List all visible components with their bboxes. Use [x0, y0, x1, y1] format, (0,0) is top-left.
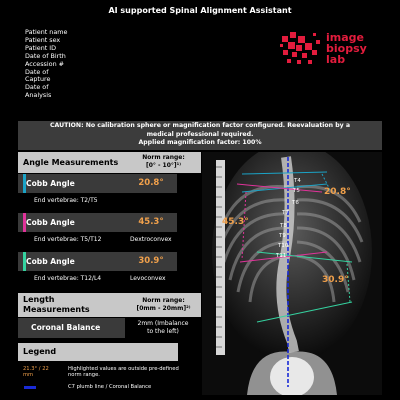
vertebra-label-t6: T6	[292, 200, 299, 206]
date-of-analysis-label-1: Date of	[25, 83, 49, 92]
measurement-ruler	[216, 160, 225, 355]
legend-highlight-swatch: 21.3° / 22 mm	[23, 366, 49, 379]
logo-pixel-icon	[280, 30, 324, 70]
xray-angle-label-3: 30.9°	[322, 275, 349, 285]
date-of-capture-label-1: Date of	[25, 67, 49, 76]
patient-id-label: Patient ID	[25, 43, 57, 52]
cobb-angle-label: Cobb Angle	[26, 257, 75, 266]
patient-sex-label: Patient sex	[25, 35, 61, 44]
end-vertebrae-text: End vertebrae: T5/T12	[34, 236, 102, 243]
angle-norm-label: Norm range:	[142, 154, 185, 161]
legend-title: Legend	[23, 347, 57, 356]
xray-angle-label-2: 45.3°	[222, 217, 249, 227]
convexity-text: Levoconvex	[130, 275, 166, 282]
logo-text-line1: image	[326, 31, 364, 44]
page-title: AI supported Spinal Alignment Assistant	[108, 6, 292, 15]
vertebra-label-t4: T4	[294, 178, 301, 184]
length-title-line2: Measurements	[23, 305, 90, 314]
length-norm-label: Norm range:	[142, 297, 185, 304]
date-of-analysis-label-2: Analysis	[25, 91, 52, 100]
cobb-angle-value: 45.3°	[125, 213, 177, 232]
angle-norm-range: [0° - 10°]¹⁾	[145, 162, 182, 169]
imagebiopsy-logo	[280, 30, 390, 70]
legend-highlight-text: Highlighted values are outside pre-defined norm range.	[68, 366, 179, 379]
coronal-balance-value-1: 2mm (Imbalance	[137, 320, 189, 327]
legend-plumb-line-icon	[24, 386, 36, 389]
patient-name-label: Patient name	[25, 28, 68, 36]
xray-angle-label-1: 20.8°	[324, 187, 351, 197]
cobb-vertebrae-row-1	[18, 194, 201, 207]
length-title-line1: Length	[23, 295, 55, 304]
vertebra-label-t5: T5	[293, 188, 300, 194]
vertebra-label-t9: T9	[279, 233, 286, 239]
patient-info	[25, 29, 67, 100]
cobb-angle-label: Cobb Angle	[26, 218, 75, 227]
warning-line-2: medical professional required.	[146, 130, 254, 138]
cobb-angle-row-2[interactable]	[18, 213, 201, 232]
date-of-capture-label-2: Capture	[25, 75, 51, 84]
angle-measurements-title: Angle Measurements	[23, 158, 119, 167]
angle-measurements-header	[18, 152, 201, 173]
convexity-text: Dextroconvex	[130, 236, 172, 243]
end-vertebrae-text: End vertebrae: T2/T5	[34, 197, 98, 204]
calibration-warning-banner	[18, 121, 382, 150]
cobb-angle-row-3[interactable]	[18, 252, 201, 271]
legend-plumb-text: C7 plumb line / Coronal Balance	[68, 384, 152, 390]
cobb-angle-row-1[interactable]	[18, 174, 201, 193]
vertebra-label-t7: T7	[282, 210, 289, 216]
coronal-balance-value-2: to the left)	[147, 328, 179, 335]
cobb-angle-value: 30.9°	[125, 252, 177, 271]
accession-label: Accession #	[25, 59, 64, 68]
cobb-vertebrae-row-3	[18, 272, 201, 285]
spine-xray-image[interactable]	[202, 152, 382, 395]
vertebra-label-t8: T8	[280, 223, 287, 229]
coronal-balance-row[interactable]	[18, 318, 201, 338]
length-norm-range: [0mm - 20mm]²⁾	[136, 305, 191, 312]
logo-text-line3: lab	[326, 53, 346, 66]
vertebra-label-t11: T11	[276, 253, 287, 259]
date-of-birth-label: Date of Birth	[25, 51, 66, 60]
length-measurements-header	[18, 293, 201, 317]
end-vertebrae-text: End vertebrae: T12/L4	[34, 275, 102, 282]
warning-line-3: Applied magnification factor: 100%	[138, 139, 262, 147]
vertebra-label-t10: T10	[278, 243, 289, 249]
legend-header	[18, 343, 178, 361]
cobb-angle-label: Cobb Angle	[26, 179, 75, 188]
cobb-angle-value: 20.8°	[125, 174, 177, 193]
cobb-vertebrae-row-2	[18, 233, 201, 246]
coronal-balance-label: Coronal Balance	[31, 323, 101, 332]
logo-text-line2: biopsy	[326, 42, 367, 55]
warning-line-1: CAUTION: No calibration sphere or magnification factor configured. Reevaluation by a	[49, 122, 351, 129]
